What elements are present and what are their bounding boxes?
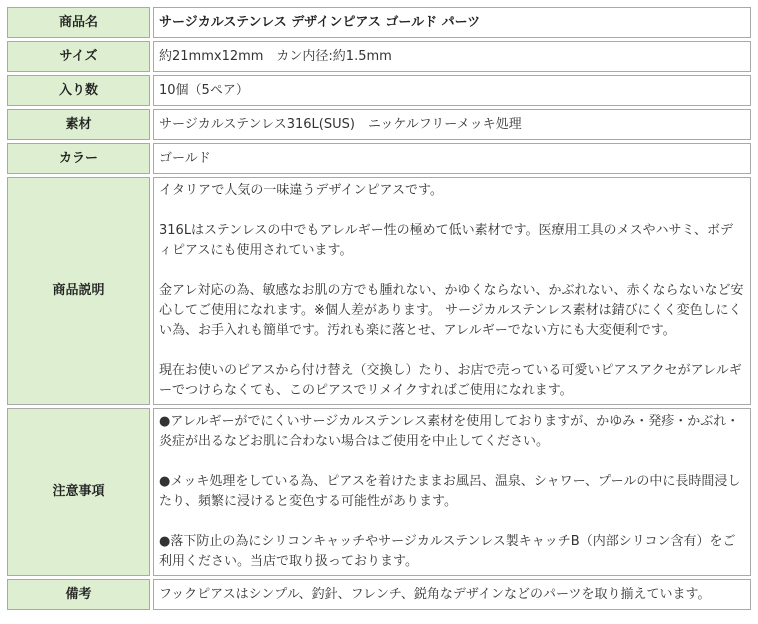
spec-row-description xyxy=(7,177,751,405)
notes-paragraph: ●メッキ処理をしている為、ピアスを着けたままお風呂、温泉、シャワー、プールの中に長時間浸したり、頻繁に浸けると変色する可能性があります。 xyxy=(159,474,741,509)
notes-paragraph: ●アレルギーがでにくいサージカルステンレス素材を使用しておりますが、かゆみ・発疹・かぶれ・炎症が出るなどお肌に合わない場合はご使用を中止してください。 xyxy=(159,414,740,449)
description-paragraph: 現在お使いのピアスから付け替え（交換し）たり、お店で売っている可愛いピアスアクセがアレルギーでつけらなくても、このピアスでリメイクすればご使用になれます。 xyxy=(159,363,742,398)
remarks-label: 備考 xyxy=(7,579,150,610)
notes-paragraph: ●落下防止の為にシリコンキャッチやサージカルステンレス製キャッチB（内部シリコン含有）をご利用ください。当店で取り扱っております。 xyxy=(159,534,736,569)
product-name-label: 商品名 xyxy=(7,7,150,38)
product-spec-table xyxy=(4,4,754,613)
description-paragraph: イタリアで人気の一味違うデザインピアスです。 xyxy=(159,183,443,198)
notes-value xyxy=(153,408,751,576)
description-label: 商品説明 xyxy=(7,177,150,405)
notes-label: 注意事項 xyxy=(7,408,150,576)
spec-row-notes xyxy=(7,408,751,576)
spec-row-name xyxy=(7,7,751,38)
spec-row-material xyxy=(7,109,751,140)
spec-row-size xyxy=(7,41,751,72)
spec-row-quantity xyxy=(7,75,751,106)
description-value xyxy=(153,177,751,405)
size-value: 約21mmx12mm カン内径:約1.5mm xyxy=(153,41,751,72)
spec-row-remarks xyxy=(7,579,751,610)
product-name-value: サージカルステンレス デザインピアス ゴールド パーツ xyxy=(153,7,751,38)
color-label: カラー xyxy=(7,143,150,174)
quantity-value: 10個（5ペア） xyxy=(153,75,751,106)
color-value: ゴールド xyxy=(153,143,751,174)
material-label: 素材 xyxy=(7,109,150,140)
material-value: サージカルステンレス316L(SUS) ニッケルフリーメッキ処理 xyxy=(153,109,751,140)
remarks-value: フックピアスはシンプル、釣針、フレンチ、鋭角なデザインなどのパーツを取り揃えています。 xyxy=(153,579,751,610)
spec-row-color xyxy=(7,143,751,174)
description-paragraph: 金アレ対応の為、敏感なお肌の方でも腫れない、かゆくならない、かぶれない、赤くならないなど安心してご使用になれます。※個人差があります。 サージカルステンレス素材は錆びにくく変色しにくい為、お手入れも簡単です。汚れも楽に落とせ、アレルギーでない方にも大変便利です。 xyxy=(159,283,744,338)
size-label: サイズ xyxy=(7,41,150,72)
description-paragraph: 316Lはステンレスの中でもアレルギー性の極めて低い素材です。医療用工具のメスやハサミ、ボディピアスにも使用されています。 xyxy=(159,223,734,258)
quantity-label: 入り数 xyxy=(7,75,150,106)
